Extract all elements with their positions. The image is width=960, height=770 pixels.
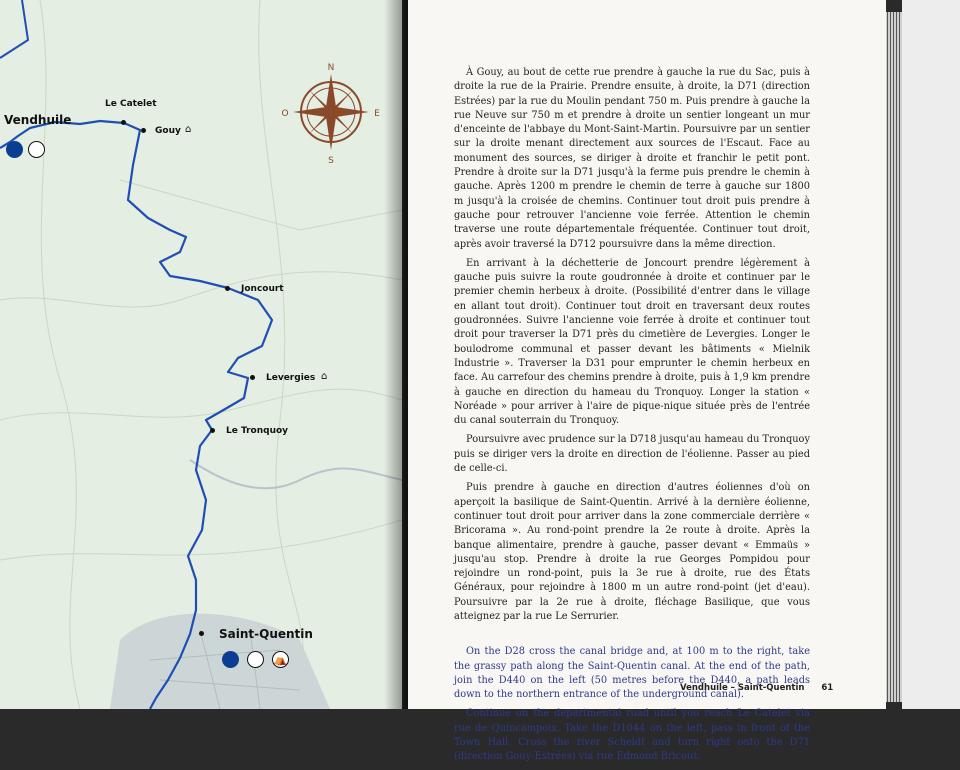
compass-rose bbox=[281, 63, 380, 166]
page-number: 61 bbox=[821, 683, 834, 693]
place-marker bbox=[121, 120, 126, 125]
canal-line bbox=[190, 460, 402, 488]
route-line-north bbox=[0, 0, 28, 58]
place-marker bbox=[225, 286, 230, 291]
paragraph-fr-1: À Gouy, au bout de cette rue prendre à gauche la rue du Sac, puis à droite la rue de la Prairie. Prendre ensuite, à droite, la D71 (direction Estrées) par la rue du Moulin pendant 750 m. Puis prendre à gauche la rue Neuve sur 750 m et prendre à droite un sentier longeant un mur d'enceinte de l'abbaye du Mont-Saint-Martin. Poursuivre par un sentier sur la droite menant directement aux sources de l'Escaut. Face au monument des sources, se diriger à droite et franchir le petit pont. Prendre à droite sur la D71 jusqu'à la ferme puis prendre le chemin à gauche. Après 1200 m prendre le chemin de terre à gauche sur 1800 m jusqu'à la croisée de chemins. Continuer tout droit puis prendre à gauche pour retrouver l'ancienne voie ferrée. Attention le chemin traverse une route départementale fréquentée. Continuer tout droit, après avoir traversé la D712 poursuivre dans la même direction. bbox=[454, 67, 810, 250]
place-gouy: Gouy bbox=[155, 126, 181, 136]
lodging-icon bbox=[28, 141, 45, 158]
place-marker bbox=[210, 428, 215, 433]
place-joncourt: Joncourt bbox=[241, 284, 284, 294]
map-page bbox=[0, 0, 402, 709]
camping-icon: ⛺ bbox=[273, 653, 288, 666]
route-description bbox=[454, 66, 810, 770]
footer-title: Vendhuile – Saint-Quentin bbox=[680, 683, 805, 693]
place-marker bbox=[250, 375, 255, 380]
place-marker bbox=[141, 128, 146, 133]
place-levergies: Levergies bbox=[266, 373, 316, 383]
compass-n: N bbox=[327, 63, 335, 73]
roads bbox=[0, 0, 402, 709]
paragraph-fr-3: Poursuivre avec prudence sur la D718 jusqu'au hameau du Tronquoy puis se diriger vers la droite en direction de l'éolienne. Passer au pied de celle-ci. bbox=[454, 434, 810, 475]
place-vendhuile: Vendhuile bbox=[4, 113, 72, 127]
compass-s: S bbox=[328, 156, 334, 166]
route-map bbox=[0, 0, 402, 709]
compass-o: O bbox=[281, 109, 289, 119]
lodging-icon bbox=[247, 651, 264, 668]
lodging-icon: ⌂ bbox=[185, 124, 192, 135]
compass-e: E bbox=[374, 109, 380, 119]
paragraph-fr-2: En arrivant à la déchetterie de Joncourt prendre légèrement à gauche puis suivre la route goudronnée à droite et continuer par le premier chemin herbeux à droite. (Possibilité d'entrer dans le village en allant tout droit). Continuer tout droit en traversant deux routes goudronnées. Suivre l'ancienne voie ferrée à droite et continuer tout droit pour traverser la D71 près du cimetière de Levergies. Longer le boulodrome communal et passer devant les bâtiments « Mielnik Industrie ». Traverser la D31 pour emprunter le chemin herbeux en face. Au carrefour des chemins prendre à droite, puis à 1,9 km prendre à gauche en direction du hameau du Tronquoy. Longer la station « Noréade » pour arriver à l'aire de pique-nique située près de l'entrée du canal souterrain du Tronquoy. bbox=[454, 257, 810, 427]
background bbox=[902, 0, 960, 709]
lodging-icon: ⌂ bbox=[321, 371, 328, 382]
scallop-shell-icon bbox=[222, 651, 239, 668]
paragraph-fr-4: Puis prendre à gauche en direction d'autres éoliennes d'où on aperçoit la basilique de Saint-Quentin. Arrivé à la dernière éolienne, continuer tout droit pour arriver dans la zone commerciale derrière « Bricorama ». Au rond-point prendre la 2e route à droite. Après la banque alimentaire, prendre à gauche, passer devant « Emmaüs » jusqu'au stop. Prendre à droite la rue Georges Pompidou pour rejoindre un rond-point, puis la 3e rue à droite, rue des États Généraux, pour rejoindre à 1800 m un autre rond-point (jet d'eau). Poursuivre par la 2e rue à droite, fléchage Basilique, que vous atteignez par la rue Le Serrurier. bbox=[454, 482, 810, 622]
paragraph-en-2: Continue on the departmental road until you reach Le Catelet via rue de Quincampoix. Take the D1044 on the left, pass in front of the Town Hall. Cross the river Scheldt and turn right onto the D71 (direction Gouy-Estrées) via rue Edmond Bricout. bbox=[454, 708, 810, 763]
place-saint-quentin: Saint-Quentin bbox=[219, 627, 313, 641]
place-le-tronquoy: Le Tronquoy bbox=[226, 426, 289, 436]
paragraph-en-1: On the D28 cross the canal bridge and, at 100 m to the right, take the grassy path along the Saint-Quentin canal. At the end of the path, join the D440 on the left (50 metres before the D440, a path leads down to the northern entrance of the underground canal). bbox=[454, 646, 810, 701]
place-marker bbox=[199, 631, 204, 636]
page-footer bbox=[680, 683, 833, 693]
place-le-catelet: Le Catelet bbox=[105, 99, 157, 109]
scallop-shell-icon bbox=[6, 141, 23, 158]
